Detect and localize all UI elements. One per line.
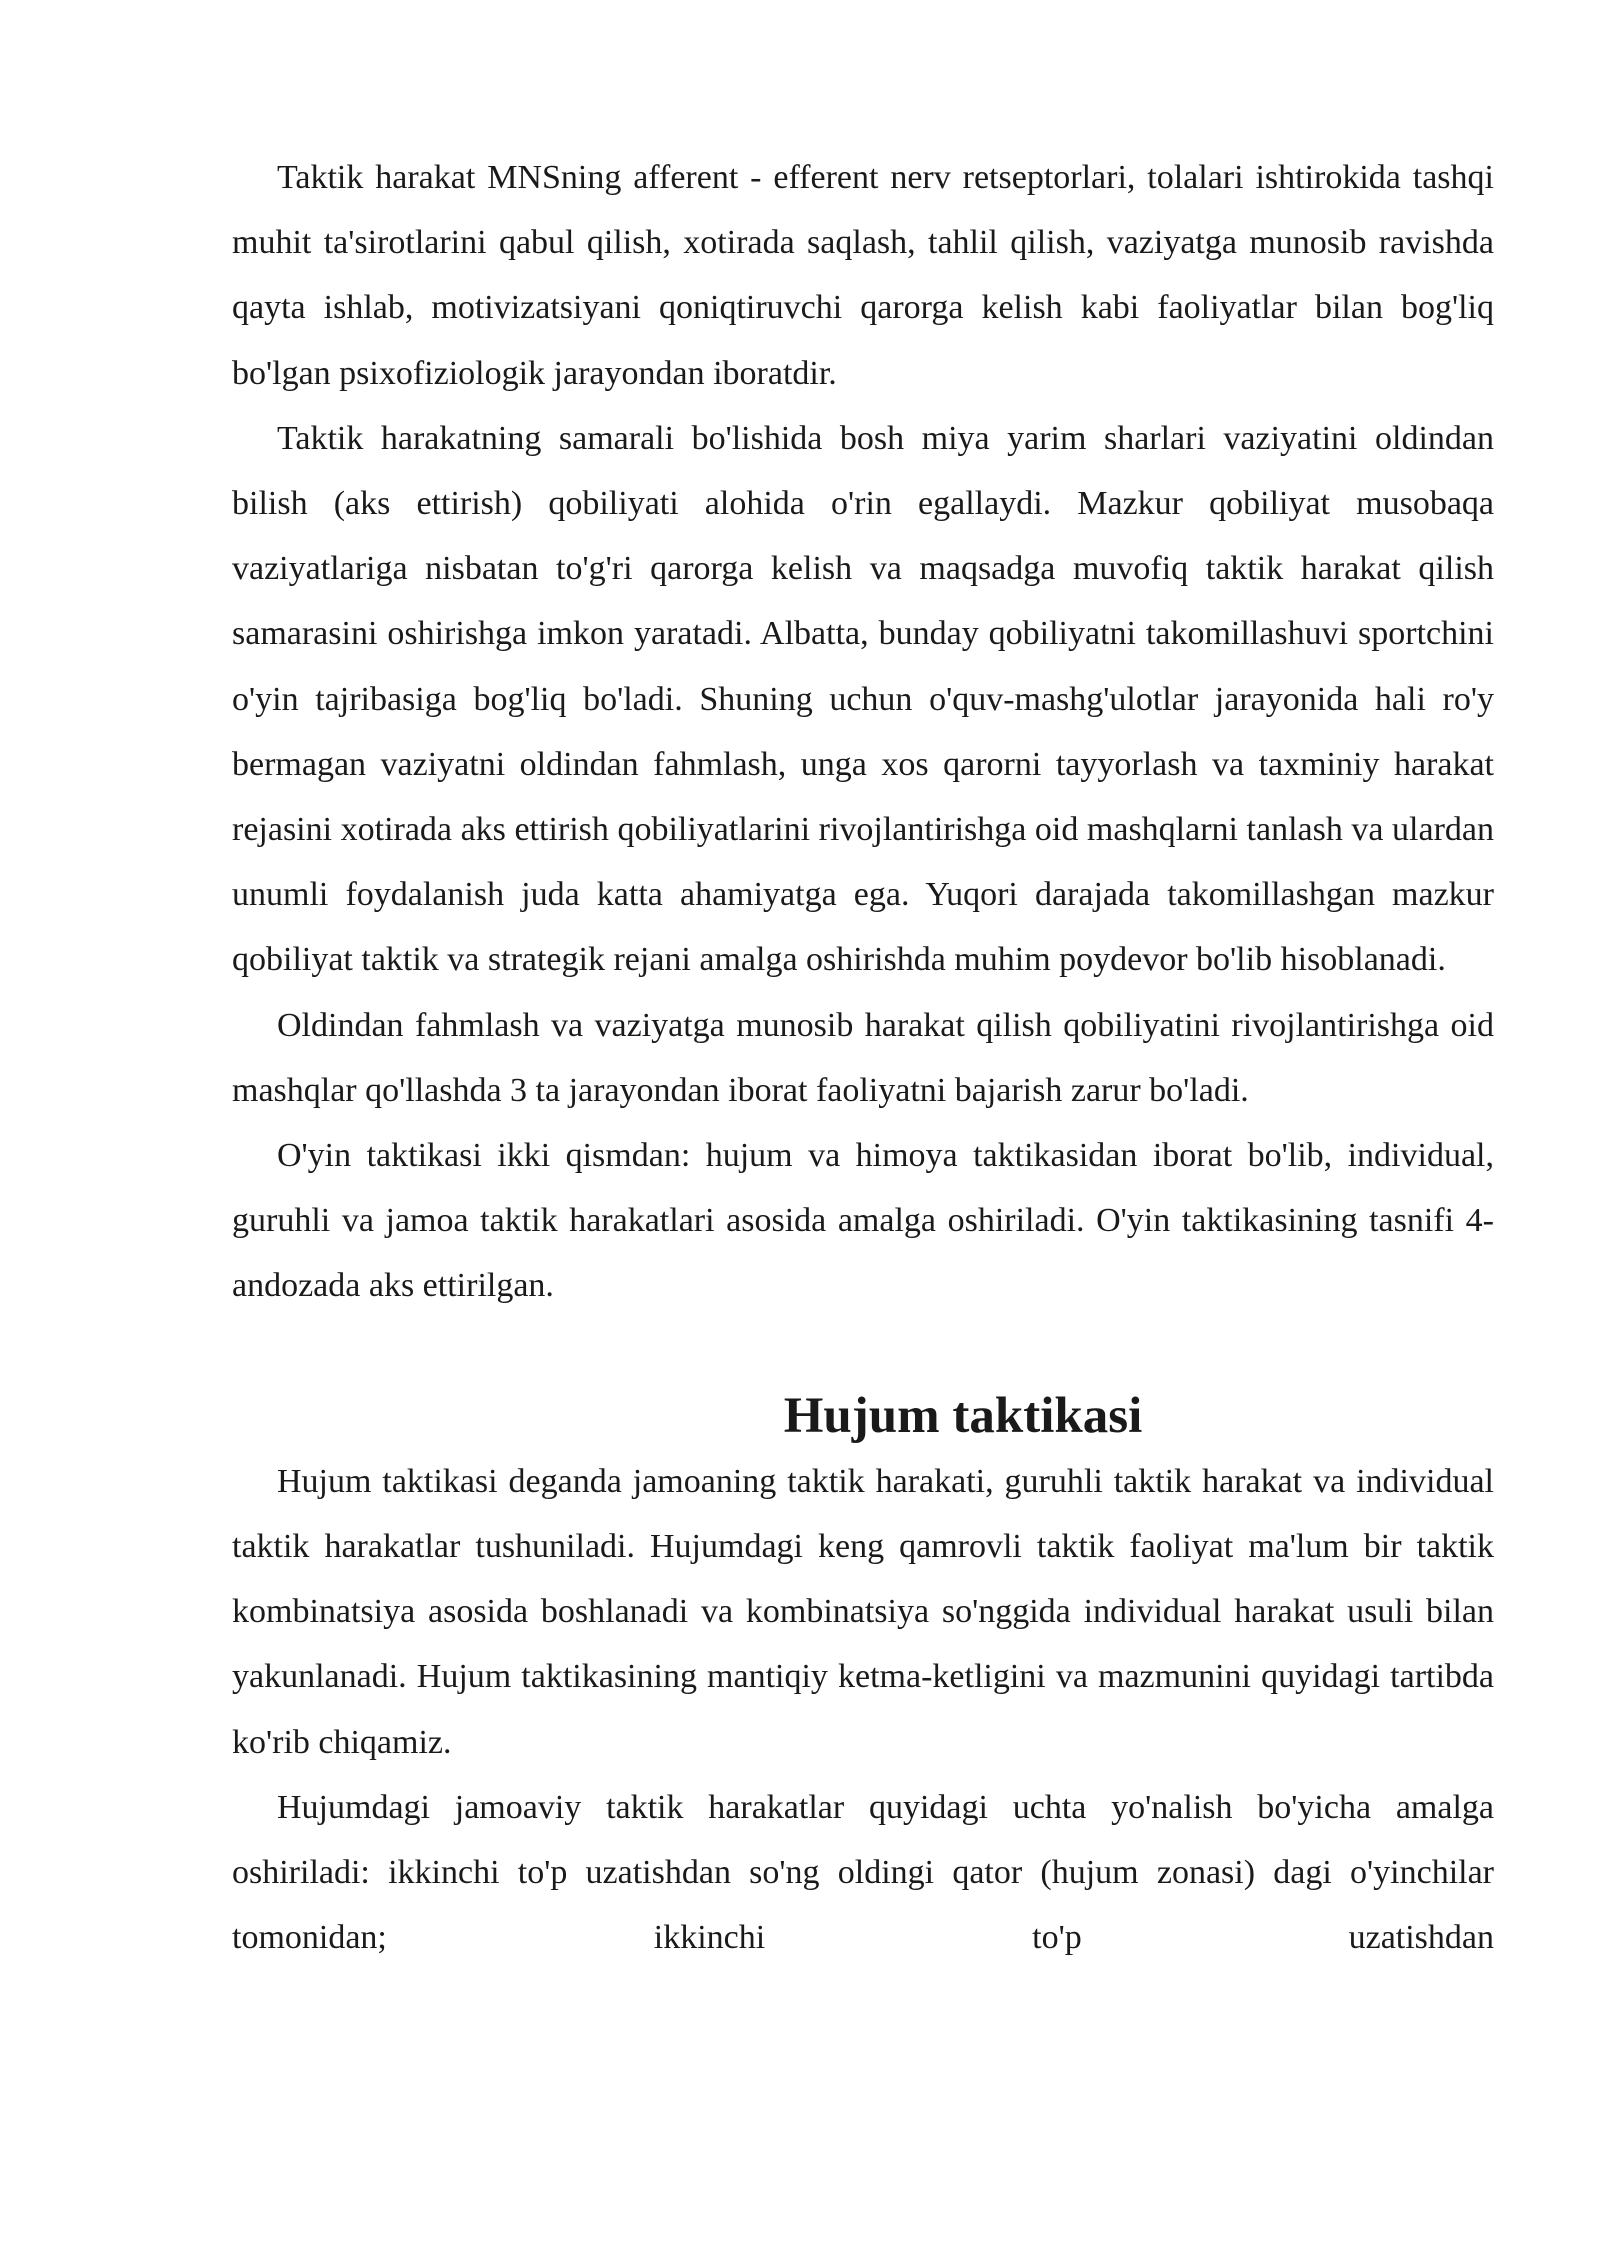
- paragraph-tactical-action: Taktik harakat MNSning afferent - efferent nerv retseptorlari, tolalari ishtirokida tashqi muhit ta'sirotlarini qabul qilish, xotirada saqlash, tahlil qilish, vaziyatga munosib ravishda qayta ishlab, motivizatsiyani qoniqtiruvchi qarorga kelish kabi faoliyatlar bilan bog'liq bo'lgan psixofiziologik jarayondan iboratdir.: [232, 159, 1494, 392]
- document-page: [232, 145, 1494, 1970]
- paragraph-game-tactics: O'yin taktikasi ikki qismdan: hujum va himoya taktikasidan iborat bo'lib, individual, guruhli va jamoa taktik harakatlari asosida amalga oshiriladi. O'yin taktikasining tasnifi 4-andozada aks ettirilgan.: [232, 1137, 1494, 1305]
- section-heading: Hujum taktikasi: [783, 1387, 1143, 1444]
- paragraph-attack-tactics: Hujum taktikasi deganda jamoaning taktik harakati, guruhli taktik harakat va individual taktik harakatlar tushuniladi. Hujumdagi keng qamrovli taktik faoliyat ma'lum bir taktik kombinatsiya asosida boshlanadi va kombinatsiya so'nggida individual harakat usuli bilan yakunlanadi. Hujum taktikasining mantiqiy ketma-ketligini va mazmunini quyidagi tartibda ko'rib chiqamiz.: [232, 1462, 1494, 1761]
- paragraph-anticipation-ability: Taktik harakatning samarali bo'lishida bosh miya yarim sharlari vaziyatini oldindan bilish (aks ettirish) qobiliyati alohida o'rin egallaydi. Mazkur qobiliyat musobaqa vaziyatlariga nisbatan to'g'ri qarorga kelish va maqsadga muvofiq taktik harakat qilish samarasini oshirishga imkon yaratadi. Albatta, bunday qobiliyatni takomillashuvi sportchini o'yin tajribasiga bog'liq bo'ladi. Shuning uchun o'quv-mashg'ulotlar jarayonida hali ro'y bermagan vaziyatni oldindan fahmlash, unga xos qarorni tayyorlash va taxminiy harakat rejasini xotirada aks ettirish qobiliyatlarini rivojlantirishga oid mashqlarni tanlash va ulardan unumli foydalanish juda katta ahamiyatga ega. Yuqori darajada takomillashgan mazkur qobiliyat taktik va strategik rejani amalga oshirishda muhim poydevor bo'lib hisoblanadi.: [232, 419, 1494, 979]
- paragraph-three-processes: Oldindan fahmlash va vaziyatga munosib harakat qilish qobiliyatini rivojlantirishga oid mashqlar qo'llashda 3 ta jarayondan iborat faoliyatni bajarish zarur bo'ladi.: [232, 1006, 1494, 1109]
- paragraph-team-attack: Hujumdagi jamoaviy taktik harakatlar quyidagi uchta yo'nalish bo'yicha amalga oshiriladi: ikkinchi to'p uzatishdan so'ng oldingi qator (hujum zonasi) dagi o'yinchilar tomonidan; ikkinchi to'p uzatishdan: [232, 1788, 1494, 1957]
- section-spacer: [232, 1319, 1494, 1384]
